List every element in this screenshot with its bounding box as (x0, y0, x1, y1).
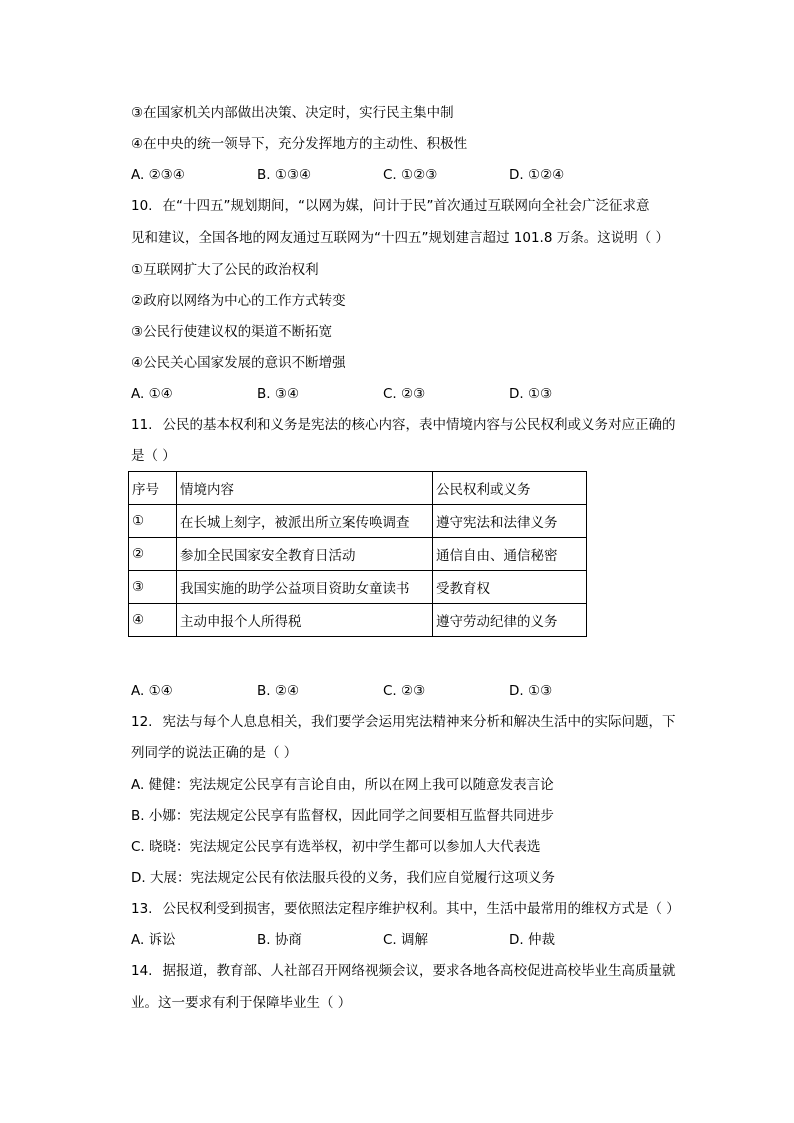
q10-item-4: ④公民关心国家发展的意识不断增强 (131, 355, 346, 371)
table-row (129, 505, 587, 538)
q9-option-b: B. ①③④ (257, 167, 312, 183)
q11-stem-line1 (131, 416, 675, 434)
q10-option-c: C. ②③ (383, 386, 426, 402)
q13-number: 13. (131, 901, 153, 917)
table-header-row (129, 472, 587, 505)
q9-option-a: A. ②③④ (131, 167, 185, 183)
table-row (129, 571, 587, 604)
table-header-cell: 情境内容 (177, 472, 433, 505)
q11-options (131, 682, 651, 700)
q11-stem-text1: 公民的基本权利和义务是宪法的核心内容，表中情境内容与公民权利或义务对应正确的 (162, 417, 676, 433)
table-cell: ④ (129, 604, 177, 637)
table-cell: 参加全民国家安全教育日活动 (177, 538, 433, 571)
q11-number: 11. (131, 417, 153, 433)
q12-choice-b: B. 小娜：宪法规定公民享有监督权，因此同学之间要相互监督共同进步 (131, 808, 554, 824)
q13-option-a: A. 诉讼 (131, 932, 176, 948)
q14-stem-line1 (131, 962, 675, 980)
table-cell: 遵守宪法和法律义务 (433, 505, 587, 538)
table-cell: ③ (129, 571, 177, 604)
q14-number: 14. (131, 963, 153, 979)
q12-stem-line1 (131, 713, 675, 731)
q13-options (131, 931, 651, 949)
q10-option-a: A. ①④ (131, 386, 173, 402)
q14-stem-text1: 据报道，教育部、人社部召开网络视频会议，要求各地各高校促进高校毕业生高质量就 (162, 963, 676, 979)
q11-table (128, 471, 587, 637)
q11-option-a: A. ①④ (131, 683, 173, 699)
table-header-cell: 序号 (129, 472, 177, 505)
q13-stem (131, 900, 680, 918)
q9-option-c: C. ①②③ (383, 167, 438, 183)
q13-option-c: C. 调解 (383, 932, 429, 948)
table-cell: ② (129, 538, 177, 571)
q9-option-d: D. ①②④ (509, 167, 565, 183)
q10-item-3: ③公民行使建议权的渠道不断拓宽 (131, 324, 333, 340)
table-cell: 在长城上刻字，被派出所立案传唤调查 (177, 505, 433, 538)
table-cell: 通信自由、通信秘密 (433, 538, 587, 571)
q12-number: 12. (131, 714, 153, 730)
q10-number: 10. (131, 198, 153, 214)
q9-item-4: ④在中央的统一领导下，充分发挥地方的主动性、积极性 (131, 136, 468, 152)
table-row (129, 604, 587, 637)
q12-choice-d: D. 大展：宪法规定公民有依法服兵役的义务，我们应自觉履行这项义务 (131, 870, 555, 886)
q10-option-d: D. ①③ (509, 386, 553, 402)
q12-stem-line2: 列同学的说法正确的是（ ） (131, 745, 298, 761)
q12-choice-a: A. 健健：宪法规定公民享有言论自由，所以在网上我可以随意发表言论 (131, 777, 554, 793)
table-cell: 遵守劳动纪律的义务 (433, 604, 587, 637)
q12-choice-c: C. 晓晓：宪法规定公民享有选举权，初中学生都可以参加人大代表选 (131, 839, 541, 855)
table-row (129, 538, 587, 571)
q10-stem-line2: 见和建议，全国各地的网友通过互联网为“十四五”规划建言超过 101.8 万条。这说明（ ） (131, 230, 670, 246)
q12-stem-text1: 宪法与每个人息息相关，我们要学会运用宪法精神来分析和解决生活中的实际问题，下 (162, 714, 676, 730)
q11-option-b: B. ②④ (257, 683, 300, 699)
q11-stem-line2: 是（ ） (131, 448, 176, 464)
table-cell: ① (129, 505, 177, 538)
table-cell: 主动申报个人所得税 (177, 604, 433, 637)
q10-item-1: ①互联网扩大了公民的政治权利 (131, 262, 319, 278)
table-cell: 我国实施的助学公益项目资助女童读书 (177, 571, 433, 604)
q10-item-2: ②政府以网络为中心的工作方式转变 (131, 293, 346, 309)
q13-option-d: D. 仲裁 (509, 932, 555, 948)
q14-stem-line2: 业。这一要求有利于保障毕业生（ ） (131, 995, 352, 1011)
q9-options (131, 166, 651, 184)
q10-options (131, 385, 651, 403)
q11-option-d: D. ①③ (509, 683, 553, 699)
q10-stem-text1: 在“十四五”规划期间，“以网为媒，问计于民”首次通过互联网向全社会广泛征求意 (162, 198, 650, 214)
q10-option-b: B. ③④ (257, 386, 300, 402)
q11-option-c: C. ②③ (383, 683, 426, 699)
table-cell: 受教育权 (433, 571, 587, 604)
table-header-cell: 公民权利或义务 (433, 472, 587, 505)
q13-option-b: B. 协商 (257, 932, 302, 948)
q10-stem-line1 (131, 197, 649, 215)
q9-item-3: ③在国家机关内部做出决策、决定时，实行民主集中制 (131, 105, 454, 121)
q13-stem-text: 公民权利受到损害，要依照法定程序维护权利。其中，生活中最常用的维权方式是（ ） (162, 901, 680, 917)
